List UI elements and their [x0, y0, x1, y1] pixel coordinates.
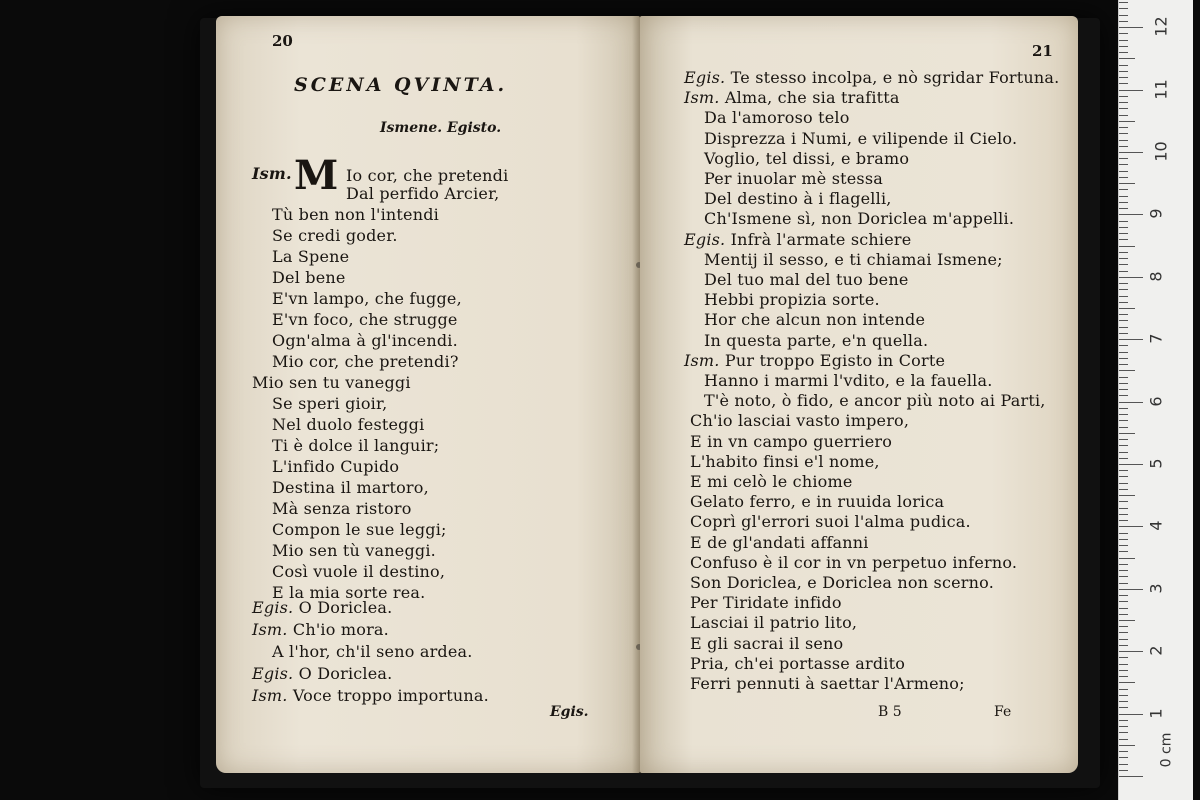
ruler-tick: [1119, 533, 1128, 534]
ruler-tick: [1119, 576, 1128, 577]
ruler-tick: [1119, 433, 1135, 434]
ruler-tick: [1119, 526, 1143, 527]
ruler-tick: [1119, 121, 1135, 122]
ruler-tick: [1119, 670, 1128, 671]
verse-line: [690, 432, 892, 452]
ruler-tick: [1119, 277, 1143, 278]
verse-line: Tù ben non l'intendi: [272, 205, 439, 224]
ruler-tick: [1119, 776, 1143, 777]
verse-text: E de gl'andati affanni: [690, 532, 869, 552]
ruler-tick: [1119, 370, 1135, 371]
verse-line: Ti è dolce il languir;: [272, 436, 440, 455]
verse-text: Hanno i marmi l'vdito, e la fauella.: [704, 371, 993, 390]
verse-line: [690, 634, 843, 654]
verse-text: E gli sacrai il seno: [690, 633, 844, 653]
verse-line: [704, 189, 892, 209]
ruler-number: 12: [1151, 16, 1171, 37]
speaker-label: Egis.: [252, 598, 294, 617]
verse-line: Mio sen tù vaneggi.: [272, 541, 436, 560]
ruler-tick: [1119, 239, 1128, 240]
ruler-tick: [1119, 40, 1128, 41]
ruler-number: 9: [1146, 208, 1166, 219]
ruler-tick: [1119, 389, 1128, 390]
ruler-tick: [1119, 8, 1128, 9]
verse-text: Pria, ch'ei portasse ardito: [690, 653, 906, 673]
ruler-tick: [1119, 595, 1128, 596]
verse-text: Del destino à i flagelli,: [704, 189, 892, 209]
verse-text: Ch'io lasciai vasto impero,: [690, 411, 910, 431]
verse-line: [684, 68, 1059, 88]
verse-line: L'infido Cupido: [272, 457, 400, 476]
ruler-tick: [1119, 639, 1128, 640]
ruler-tick: [1119, 676, 1128, 677]
verse-line: Nel duolo festeggi: [272, 415, 425, 434]
verse-line: [704, 371, 993, 391]
ruler-tick: [1119, 283, 1128, 284]
verse-text: Gelato ferro, e in ruuida lorica: [690, 492, 945, 512]
ruler-tick: [1119, 327, 1128, 328]
ruler-tick: [1119, 551, 1128, 552]
verse-line: Destina il martoro,: [272, 478, 429, 497]
verse-line: [684, 351, 945, 371]
ruler-tick: [1119, 96, 1128, 97]
ruler-tick: [1119, 470, 1128, 471]
ruler-tick: [1119, 189, 1128, 190]
ruler-tick: [1119, 570, 1128, 571]
verse-line: [704, 209, 1014, 229]
ruler-tick: [1119, 664, 1128, 665]
verse-line: [690, 654, 905, 674]
verse-text: Alma, che sia trafitta: [724, 88, 900, 108]
ruler-tick: [1119, 146, 1128, 147]
ruler-tick: [1119, 308, 1135, 309]
measuring-ruler: [1118, 0, 1193, 800]
ruler-tick: [1119, 27, 1143, 28]
right-page: [640, 16, 1078, 773]
ruler-tick: [1119, 395, 1128, 396]
ruler-tick: [1119, 651, 1143, 652]
ruler-tick: [1119, 770, 1128, 771]
ruler-tick: [1119, 583, 1128, 584]
verse-text: Son Doriclea, e Doriclea non scerno.: [690, 573, 994, 592]
verse-line: E la mia sorte rea.: [272, 583, 426, 602]
speaker-label: Ism.: [684, 350, 720, 370]
cast-list: Ismene. Egisto.: [380, 120, 502, 136]
verse-text: Hor che alcun non intende: [704, 310, 926, 330]
ruler-tick: [1119, 289, 1128, 290]
ruler-tick: [1119, 402, 1143, 403]
ruler-tick: [1119, 614, 1128, 615]
ruler-tick: [1119, 264, 1128, 265]
speaker-label: Egis.: [684, 229, 726, 249]
scene-heading: SCENA QVINTA.: [294, 74, 508, 96]
ruler-number: 4: [1146, 520, 1166, 531]
ruler-tick: [1119, 320, 1128, 321]
verse-text: Confuso è il cor in vn perpetuo inferno.: [690, 552, 1018, 572]
verse-text: E in vn campo guerriero: [690, 431, 893, 451]
ruler-tick: [1119, 133, 1128, 134]
left-page-number: 20: [272, 32, 293, 50]
ruler-tick: [1119, 352, 1128, 353]
catchword: Egis.: [550, 704, 589, 720]
ruler-tick: [1119, 645, 1128, 646]
verse-line: [684, 230, 911, 250]
verse-line: E'vn foco, che strugge: [272, 310, 458, 329]
ruler-tick: [1119, 196, 1128, 197]
ruler-tick: [1119, 483, 1128, 484]
speaker-label: Ism.: [684, 88, 720, 108]
verse-line: [690, 573, 994, 593]
ruler-tick: [1119, 258, 1128, 259]
verse-text: Pur troppo Egisto in Corte: [724, 350, 946, 370]
verse-line: Ogn'alma à gl'incendi.: [272, 331, 458, 350]
ruler-tick: [1119, 495, 1135, 496]
verse-text: Voce troppo importuna.: [292, 686, 489, 705]
ruler-tick: [1119, 520, 1128, 521]
ruler-number: 6: [1146, 396, 1166, 407]
ruler-tick: [1119, 302, 1128, 303]
verse-text: O Doriclea.: [298, 598, 393, 617]
verse-line: Io cor, che pretendi: [346, 166, 509, 185]
ruler-tick: [1119, 620, 1135, 621]
ruler-tick: [1119, 726, 1128, 727]
verse-text: Disprezza i Numi, e vilipende il Cielo.: [704, 128, 1018, 148]
verse-text: Per inuolar mè stessa: [704, 169, 883, 188]
ruler-tick: [1119, 414, 1128, 415]
ruler-tick: [1119, 246, 1135, 247]
verse-line: [690, 411, 909, 431]
ruler-number: 2: [1146, 645, 1166, 656]
ruler-tick: [1119, 439, 1128, 440]
ruler-tick: [1119, 689, 1128, 690]
ruler-tick: [1119, 102, 1128, 103]
left-page: [216, 16, 640, 773]
ruler-tick: [1119, 77, 1128, 78]
speaker-label: Egis.: [252, 664, 294, 683]
verse-line: Mà senza ristoro: [272, 499, 412, 518]
verse-line: Mio sen tu vaneggi: [252, 373, 411, 392]
verse-text: Coprì gl'errori suoi l'alma pudica.: [690, 512, 971, 532]
ruler-tick: [1119, 427, 1128, 428]
ruler-tick: [1119, 377, 1128, 378]
ruler-tick: [1119, 314, 1128, 315]
ruler-tick: [1119, 657, 1128, 658]
ruler-tick: [1119, 452, 1128, 453]
ruler-tick: [1119, 115, 1128, 116]
ruler-tick: [1119, 514, 1128, 515]
ruler-tick: [1119, 539, 1128, 540]
ruler-tick: [1119, 707, 1128, 708]
ruler-tick: [1119, 626, 1128, 627]
ruler-number: 10: [1151, 141, 1171, 162]
ruler-tick: [1119, 2, 1128, 3]
ruler-number: 5: [1146, 458, 1166, 469]
ruler-tick: [1119, 21, 1128, 22]
ruler-tick: [1119, 739, 1128, 740]
speaker-label: Ism.: [252, 164, 292, 183]
ruler-tick: [1119, 208, 1128, 209]
ruler-tick: [1119, 408, 1128, 409]
verse-line: [690, 613, 857, 633]
verse-line: La Spene: [272, 247, 350, 266]
verse-line: [704, 250, 1003, 270]
ruler-tick: [1119, 71, 1128, 72]
ruler-number: 11: [1151, 78, 1171, 100]
verse-line: [252, 598, 392, 618]
verse-line: [704, 108, 850, 128]
verse-text: Hebbi propizia sorte.: [704, 290, 880, 310]
ruler-tick: [1119, 171, 1128, 172]
speaker-label: Ism.: [252, 686, 288, 705]
ruler-tick: [1119, 695, 1128, 696]
ruler-tick: [1119, 745, 1135, 746]
ruler-tick: [1119, 271, 1128, 272]
ruler-tick: [1119, 714, 1143, 715]
ruler-tick: [1119, 501, 1128, 502]
ruler-tick: [1119, 732, 1128, 733]
verse-line: [252, 664, 392, 684]
verse-text: Lasciai il patrio lito,: [690, 613, 858, 633]
verse-text: Mentij il sesso, e ti chiamai Ismene;: [704, 249, 1003, 269]
ruler-tick: [1119, 33, 1128, 34]
ruler-tick: [1119, 83, 1128, 84]
speaker-label: Ism.: [252, 620, 288, 639]
verse-line: Così vuole il destino,: [272, 562, 446, 581]
verse-line: [704, 129, 1017, 149]
right-page-number: 21: [1032, 42, 1053, 60]
verse-line: [684, 88, 900, 108]
ruler-tick: [1119, 476, 1128, 477]
ruler-tick: [1119, 720, 1128, 721]
ruler-unit: 0 cm: [1158, 732, 1175, 768]
verse-line: [704, 331, 928, 351]
verse-line: [704, 290, 880, 310]
ruler-number: 7: [1146, 333, 1166, 344]
ruler-number: 1: [1146, 708, 1166, 719]
verse-line: Compon le sue leggi;: [272, 520, 447, 539]
ruler-tick: [1119, 564, 1128, 565]
ruler-tick: [1119, 345, 1128, 346]
verse-text: Voglio, tel dissi, e bramo: [704, 148, 910, 168]
ruler-tick: [1119, 140, 1128, 141]
verse-line: [690, 674, 965, 694]
ruler-tick: [1119, 52, 1128, 53]
drop-cap: M: [294, 152, 339, 199]
verse-line: Dal perfido Arcier,: [346, 184, 500, 203]
ruler-tick: [1119, 65, 1128, 66]
verse-line: A l'hor, ch'il seno ardea.: [272, 642, 473, 661]
ruler-tick: [1119, 601, 1128, 602]
verse-line: [704, 310, 925, 330]
ruler-tick: [1119, 589, 1143, 590]
ruler-tick: [1119, 383, 1128, 384]
verse-line: [704, 169, 883, 189]
ruler-tick: [1119, 177, 1128, 178]
ruler-number: 8: [1146, 271, 1166, 282]
verse-line: [690, 472, 853, 492]
verse-line: [252, 620, 389, 640]
verse-line: [690, 452, 880, 472]
verse-text: T'è noto, ò fido, e ancor più noto ai Parti,: [704, 391, 1046, 411]
verse-text: E mi celò le chiome: [690, 472, 853, 491]
verse-text: In questa parte, e'n quella.: [704, 330, 929, 350]
verse-line: Mio cor, che pretendi?: [272, 352, 459, 371]
ruler-number: 3: [1146, 583, 1166, 594]
verse-line: [690, 512, 971, 532]
verse-text: O Doriclea.: [298, 664, 393, 683]
verse-text: L'habito finsi e'l nome,: [690, 451, 880, 471]
verse-line: Se speri gioir,: [272, 394, 388, 413]
verse-line: Se credi goder.: [272, 226, 398, 245]
ruler-tick: [1119, 358, 1128, 359]
ruler-tick: [1119, 108, 1128, 109]
verse-text: Per Tiridate infido: [690, 593, 842, 613]
ruler-tick: [1119, 164, 1128, 165]
verse-text: Te stesso incolpa, e nò sgridar Fortuna.: [730, 68, 1060, 87]
verse-line: [704, 149, 909, 169]
ruler-tick: [1119, 701, 1128, 702]
ruler-tick: [1119, 127, 1128, 128]
verse-text: Ch'Ismene sì, non Doriclea m'appelli.: [704, 209, 1015, 229]
ruler-tick: [1119, 152, 1143, 153]
ruler-tick: [1119, 608, 1128, 609]
ruler-tick: [1119, 158, 1128, 159]
verse-line: [704, 270, 909, 290]
verse-line: [690, 492, 944, 512]
speaker-label: Egis.: [684, 68, 726, 87]
verse-line: Del bene: [272, 268, 346, 287]
ruler-tick: [1119, 682, 1135, 683]
ruler-tick: [1119, 202, 1128, 203]
ruler-tick: [1119, 227, 1128, 228]
ruler-tick: [1119, 751, 1128, 752]
ruler-tick: [1119, 183, 1135, 184]
ruler-tick: [1119, 764, 1128, 765]
ruler-tick: [1119, 632, 1128, 633]
ruler-tick: [1119, 296, 1128, 297]
ruler-tick: [1119, 333, 1128, 334]
ruler-tick: [1119, 558, 1135, 559]
ruler-tick: [1119, 464, 1143, 465]
ruler-tick: [1119, 214, 1143, 215]
verse-line: [252, 686, 489, 706]
verse-line: E'vn lampo, che fugge,: [272, 289, 462, 308]
ruler-tick: [1119, 508, 1128, 509]
catchword: Fe: [994, 704, 1012, 720]
ruler-tick: [1119, 221, 1128, 222]
verse-text: Infrà l'armate schiere: [730, 229, 912, 249]
verse-line: [690, 533, 869, 553]
ruler-tick: [1119, 339, 1143, 340]
verse-line: [690, 553, 1017, 573]
ruler-tick: [1119, 252, 1128, 253]
verse-line: [690, 593, 842, 613]
ruler-tick: [1119, 445, 1128, 446]
ruler-tick: [1119, 15, 1128, 16]
verse-text: Da l'amoroso telo: [704, 108, 850, 128]
ruler-tick: [1119, 46, 1128, 47]
ruler-tick: [1119, 420, 1128, 421]
verse-line: [704, 391, 1046, 411]
ruler-tick: [1119, 58, 1135, 59]
ruler-tick: [1119, 545, 1128, 546]
ruler-tick: [1119, 757, 1128, 758]
ruler-tick: [1119, 489, 1128, 490]
signature-mark: B 5: [878, 704, 902, 720]
ruler-tick: [1119, 458, 1128, 459]
ruler-tick: [1119, 90, 1143, 91]
ruler-tick: [1119, 233, 1128, 234]
verse-text: Ch'io mora.: [292, 620, 389, 639]
verse-text: Del tuo mal del tuo bene: [704, 270, 909, 289]
verse-text: Ferri pennuti à saettar l'Armeno;: [690, 674, 965, 693]
ruler-tick: [1119, 364, 1128, 365]
